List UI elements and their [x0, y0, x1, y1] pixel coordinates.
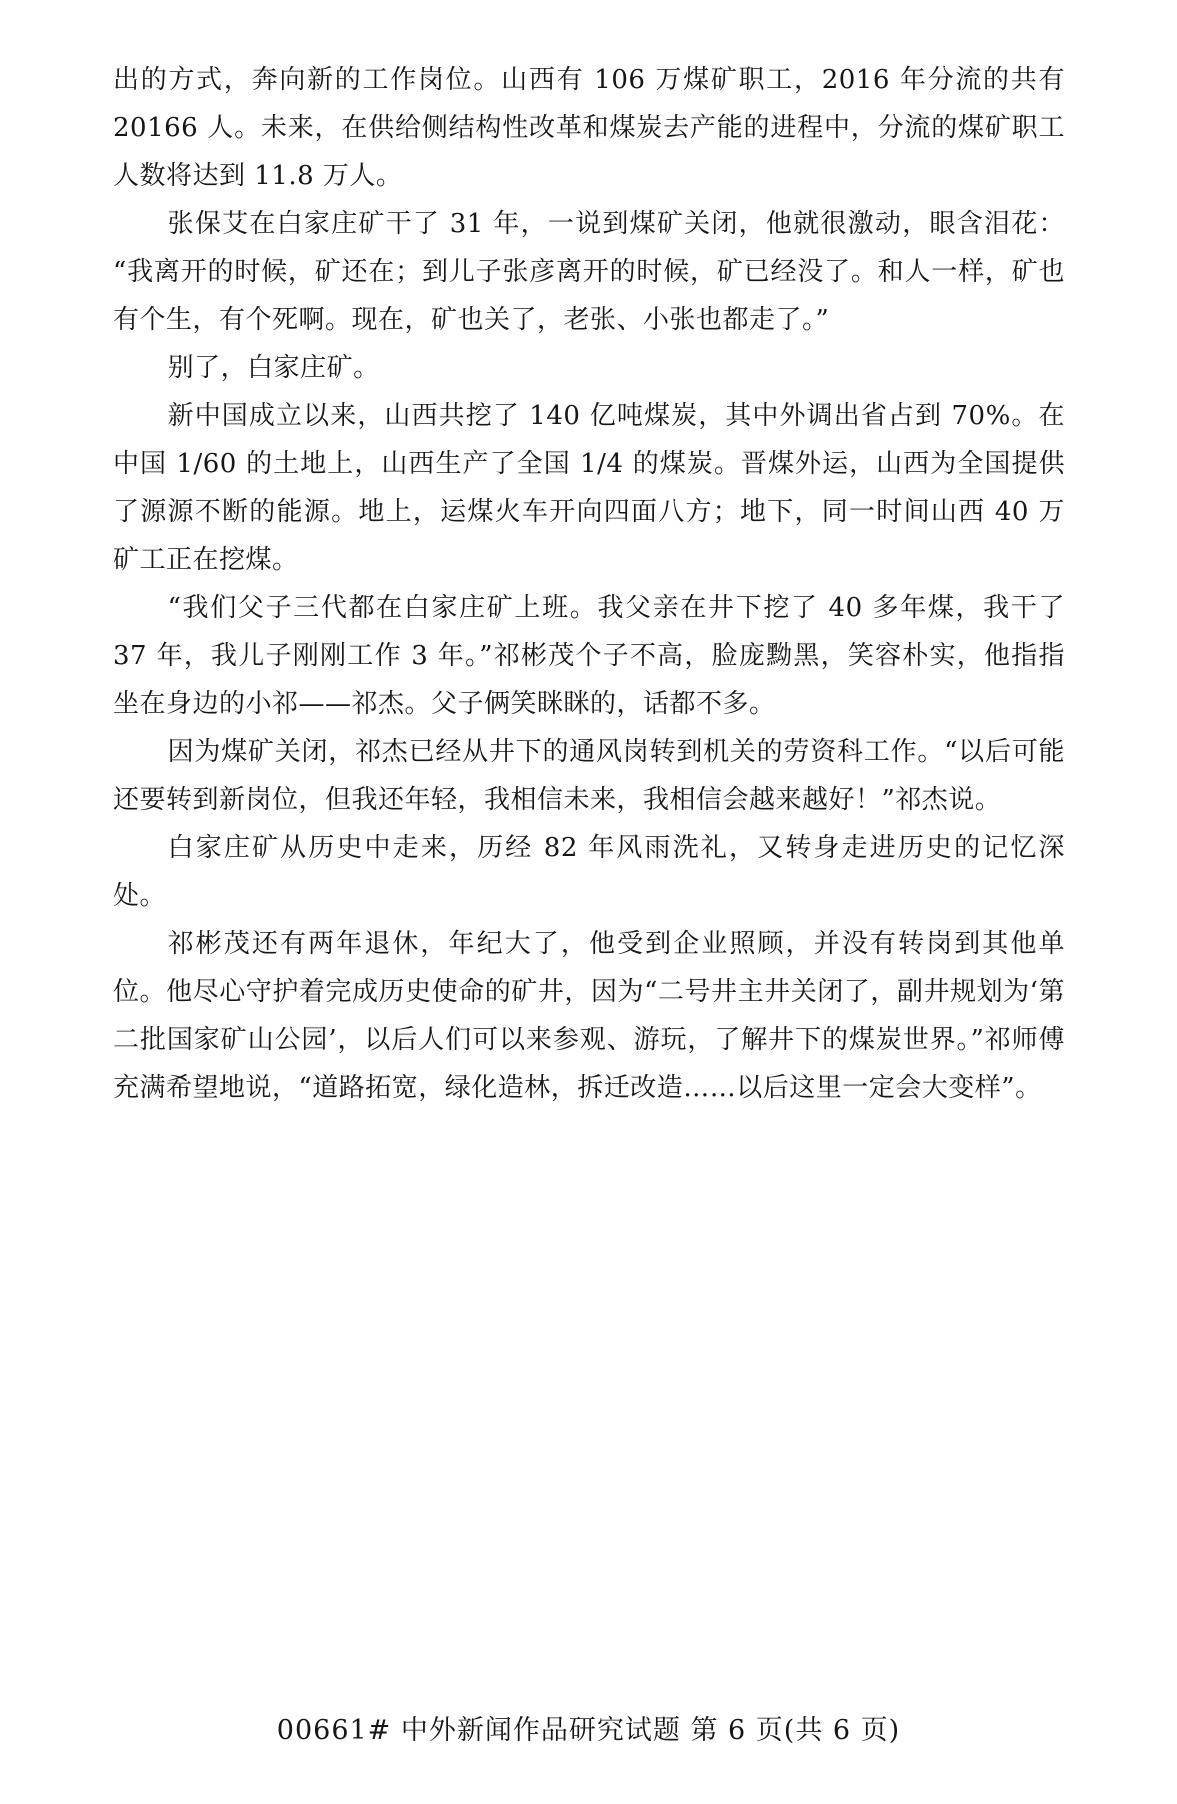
- paragraph: 新中国成立以来，山西共挖了 140 亿吨煤炭，其中外调出省占到 70%。在中国 1/60 的土地上，山西生产了全国 1/4 的煤炭。晋煤外运，山西为全国提供了源源不断的能源。地上，运煤火车开向四面八方；地下，同一时间山西 40 万矿工正在挖煤。: [113, 401, 1065, 575]
- paragraph: 祁彬茂还有两年退休，年纪大了，他受到企业照顾，并没有转岗到其他单位。他尽心守护着完成历史使命的矿井，因为“二号井主井关闭了，副井规划为‘第二批国家矿山公园’，以后人们可以来参观、游玩，了解井下的煤炭世界。”祁师傅充满希望地说，“道路拓宽，绿化造林，拆迁改造……以后这里一定会大变样”。: [113, 929, 1065, 1103]
- paragraph-continuation: 出的方式，奔向新的工作岗位。山西有 106 万煤矿职工，2016 年分流的共有 20166 人。未来，在供给侧结构性改革和煤炭去产能的进程中，分流的煤矿职工人数将达到 11.8 万人。: [113, 65, 1065, 191]
- page-footer: 00661# 中外新闻作品研究试题 第 6 页(共 6 页): [276, 1715, 901, 1746]
- paragraph: 白家庄矿从历史中走来，历经 82 年风雨洗礼，又转身走进历史的记忆深处。: [113, 833, 1065, 911]
- paragraph: 因为煤矿关闭，祁杰已经从井下的通风岗转到机关的劳资科工作。“以后可能还要转到新岗位，但我还年轻，我相信未来，我相信会越来越好！”祁杰说。: [113, 737, 1065, 815]
- paragraph: “我们父子三代都在白家庄矿上班。我父亲在井下挖了 40 多年煤，我干了 37 年，我儿子刚刚工作 3 年。”祁彬茂个子不高，脸庞黝黑，笑容朴实，他指指坐在身边的小祁——祁杰。父子俩笑眯眯的，话都不多。: [113, 593, 1065, 719]
- article-body: [113, 56, 1065, 1112]
- paragraph: 别了，白家庄矿。: [167, 353, 380, 383]
- paragraph: 张保艾在白家庄矿干了 31 年，一说到煤矿关闭，他就很激动，眼含泪花：“我离开的时候，矿还在；到儿子张彦离开的时候，矿已经没了。和人一样，矿也有个生，有个死啊。现在，矿也关了，老张、小张也都走了。”: [113, 209, 1065, 335]
